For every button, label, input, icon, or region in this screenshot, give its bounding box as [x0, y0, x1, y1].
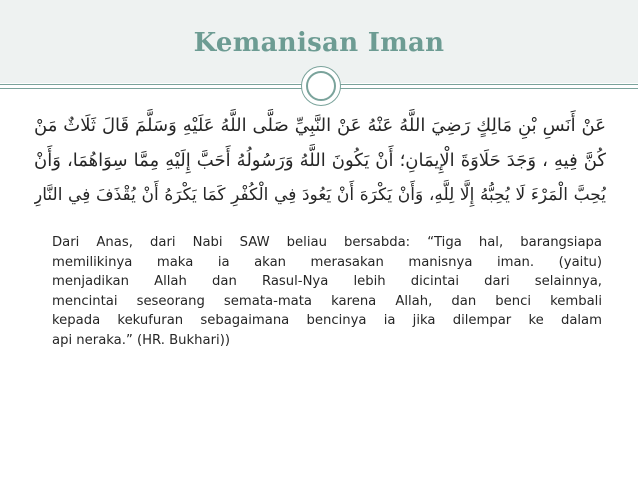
arabic-line: كُنَّ فِيهِ ، وَجَدَ حَلَاوَةَ الْإِيمَانِ؛ أَنْ يَكُونَ اللَّهُ وَرَسُولُهُ أَحَبَّ إِلَيْهِ مِمَّا سِوَاهُمَا، وَأَنْ [34, 150, 606, 171]
translation-text [52, 233, 602, 351]
arabic-line: عَنْ أَنَسِ بْنِ مَالِكٍ رَضِيَ اللَّهُ عَنْهُ عَنْ النَّبِيِّ صَلَّى اللَّهُ عَلَيْهِ وَسَلَّمَ قَالَ ثَلَاثٌ مَنْ [34, 115, 606, 136]
translation-line: mencintai seseorang semata-mata karena Allah, dan benci kembali [52, 293, 602, 309]
translation-line: menjadikan Allah dan Rasul-Nya lebih dicintai dari selainnya, [52, 274, 602, 290]
slide-title: Kemanisan Iman [193, 28, 445, 58]
arabic-hadith-text [34, 108, 606, 213]
translation-line: memilikinya maka ia akan merasakan manisnya iman. (yaitu) [52, 254, 602, 270]
translation-line: kepada kekufuran sebagaimana bencinya ia jika dilempar ke dalam [52, 313, 602, 329]
translation-line: Dari Anas, dari Nabi SAW beliau bersabda: “Tiga hal, barangsiapa [52, 235, 602, 250]
arabic-line: يُحِبَّ الْمَرْءَ لَا يُحِبُّهُ إِلَّا لِلَّهِ، وَأَنْ يَكْرَهَ أَنْ يَعُودَ فِي الْكُفْرِ كَمَا يَكْرَهُ أَنْ يُقْذَفَ فِي النَّارِ [34, 185, 606, 205]
translation-line: api neraka.” (HR. Bukhari)) [52, 332, 230, 348]
circle-ornament-inner [306, 71, 336, 101]
